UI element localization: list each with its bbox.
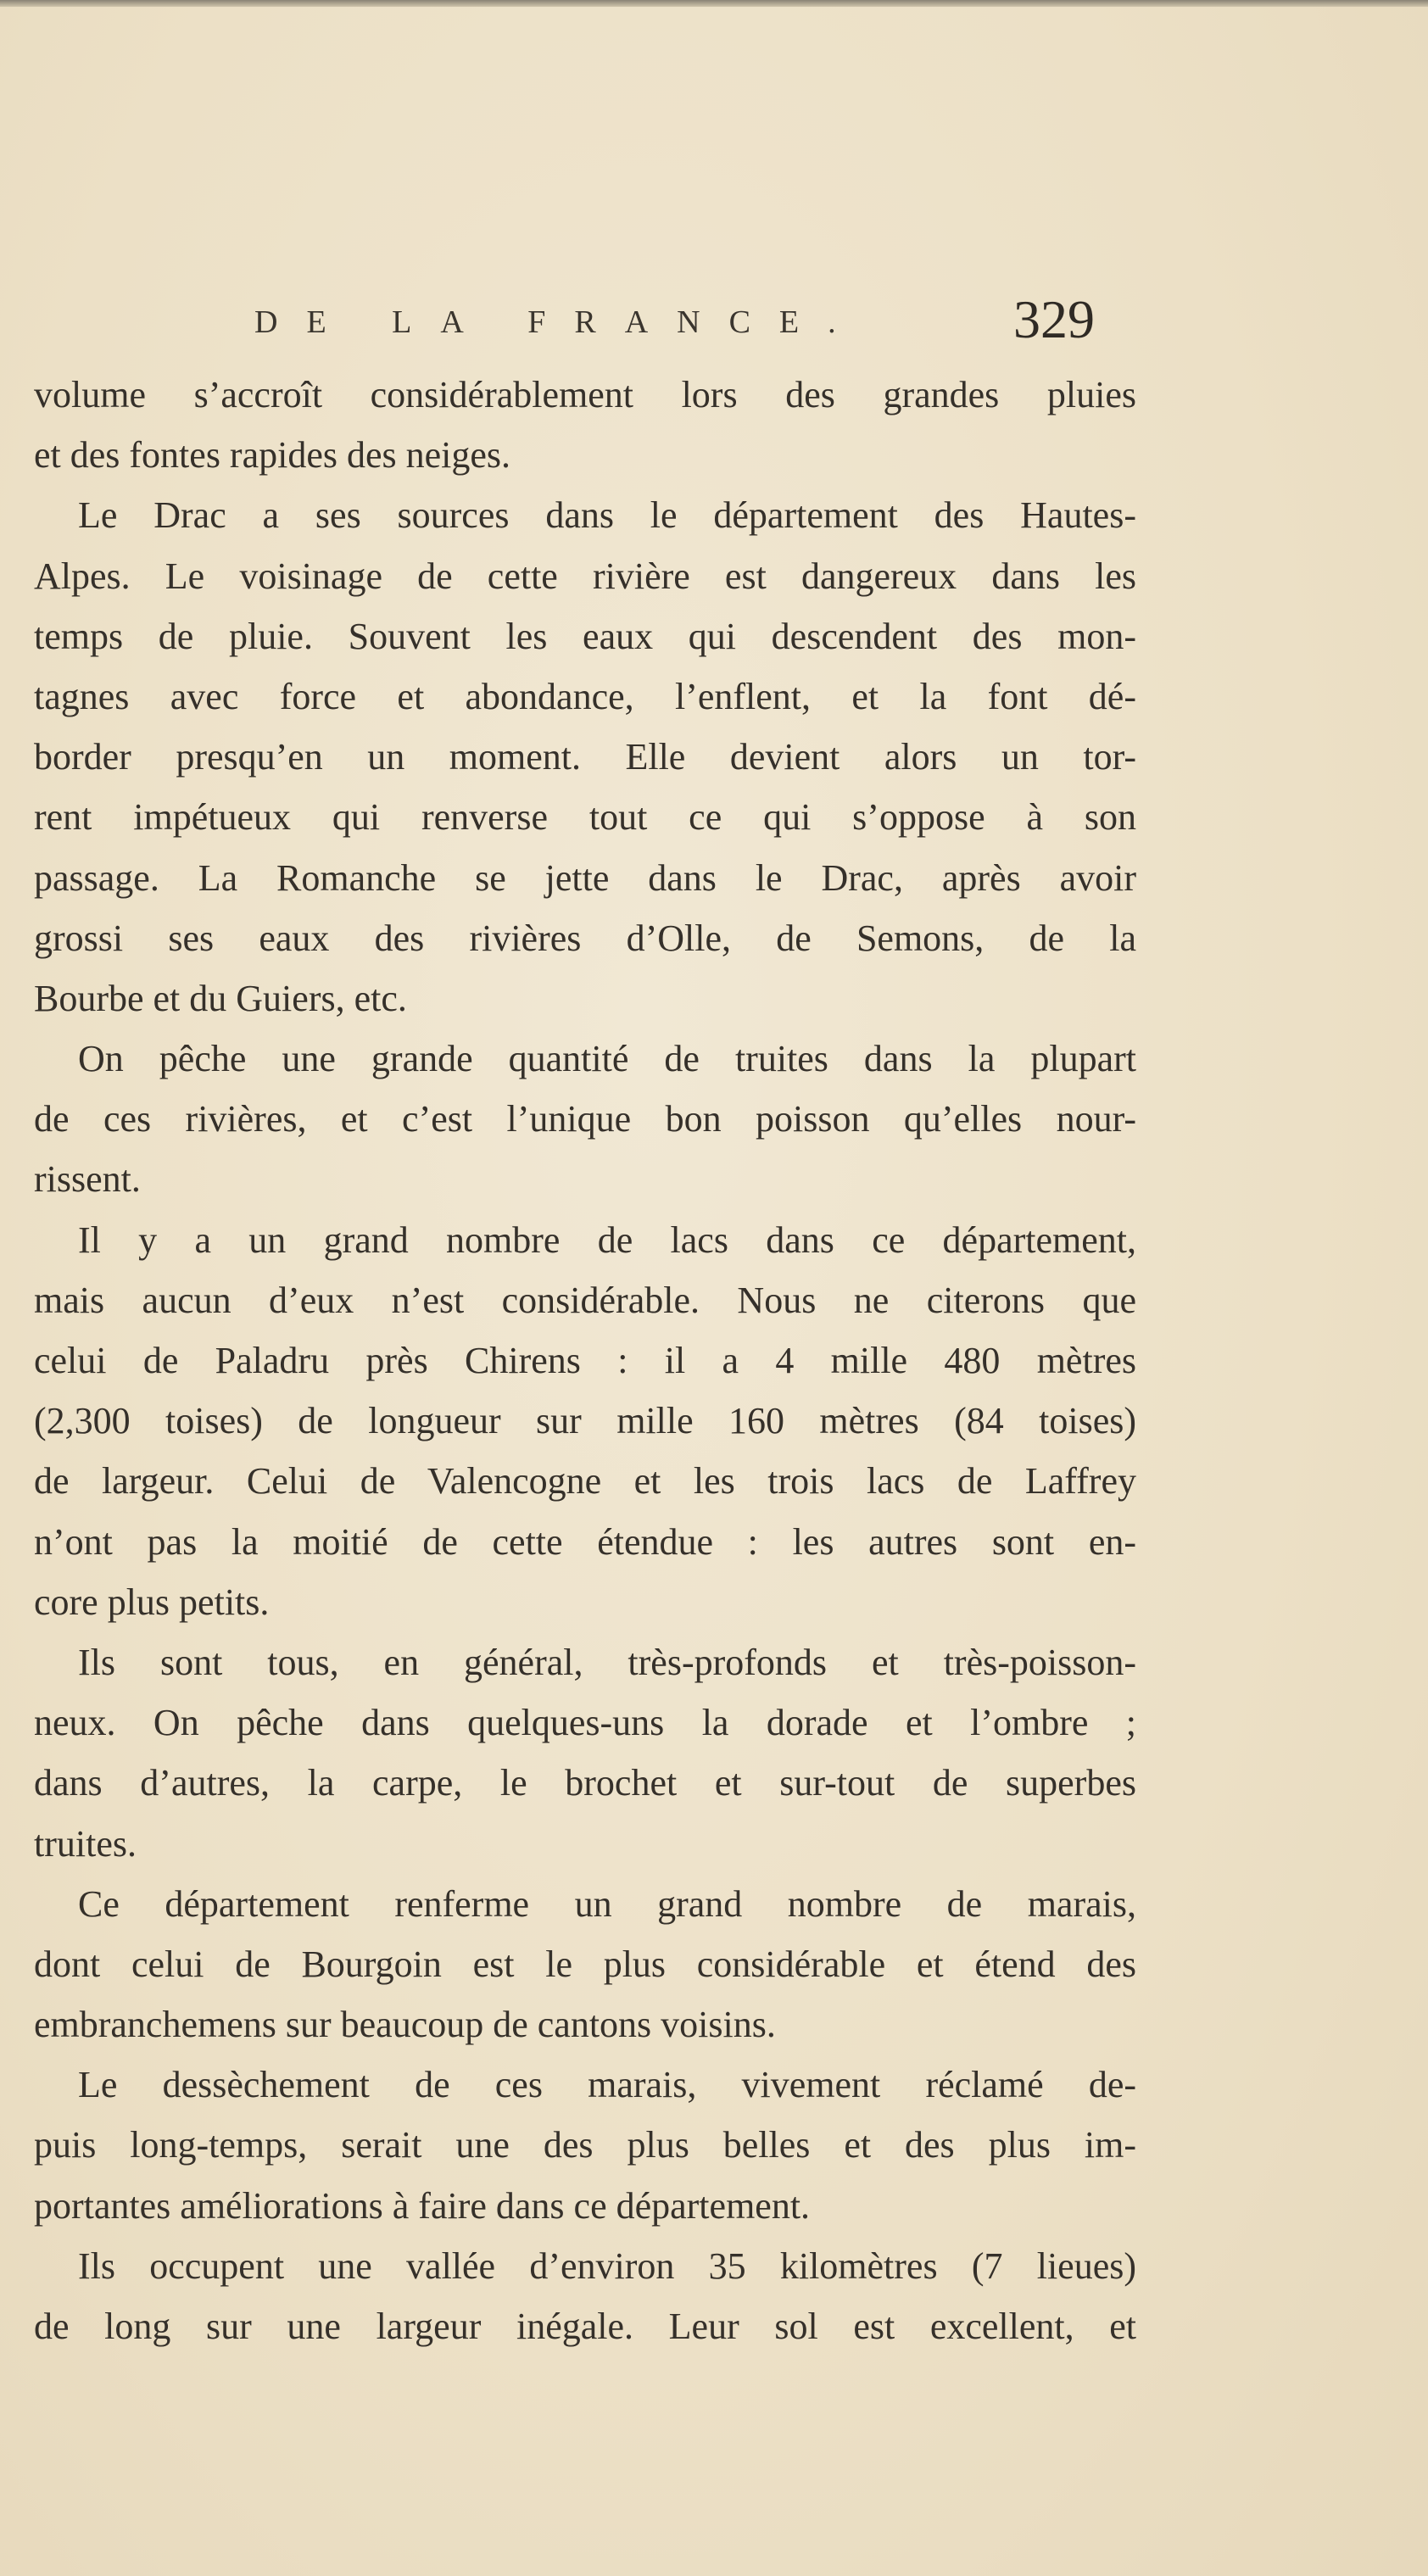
text-line: border presqu’en un moment. Elle devient alors un tor- xyxy=(34,736,1136,778)
text-line: volume s’accroît considérablement lors des grandes pluies xyxy=(34,374,1136,415)
text-line: Bourbe et du Guiers, etc. xyxy=(34,977,407,1019)
text-line: portantes améliorations à faire dans ce département. xyxy=(34,2184,811,2227)
text-line: de ces rivières, et c’est l’unique bon poisson qu’elles nour- xyxy=(34,1098,1136,1140)
text-line: Ils sont tous, en général, très-profonds et très-poisson- xyxy=(78,1641,1136,1683)
top-edge-rule xyxy=(0,0,1428,7)
text-line: et des fontes rapides des neiges. xyxy=(34,434,511,477)
text-line: Il y a un grand nombre de lacs dans ce département, xyxy=(78,1218,1136,1261)
text-line: Alpes. Le voisinage de cette rivière est dangereux dans les xyxy=(34,555,1136,597)
text-line: Le Drac a ses sources dans le département des Hautes- xyxy=(78,494,1136,537)
text-line: mais aucun d’eux n’est considérable. Nous ne citerons que xyxy=(34,1279,1136,1321)
text-line: (2,300 toises) de longueur sur mille 160 mètres (84 toises) xyxy=(34,1400,1136,1442)
text-line: de long sur une largeur inégale. Leur sol est excellent, et xyxy=(34,2306,1136,2347)
text-line: temps de pluie. Souvent les eaux qui descendent des mon- xyxy=(34,615,1136,657)
page-header xyxy=(0,288,1428,365)
text-line: de largeur. Celui de Valencogne et les trois lacs de Laffrey xyxy=(34,1460,1136,1503)
text-line: On pêche une grande quantité de truites dans la plupart xyxy=(78,1038,1136,1080)
text-line: dont celui de Bourgoin est le plus considérable et étend des xyxy=(34,1943,1136,1985)
text-line: puis long-temps, serait une des plus belles et des plus im- xyxy=(34,2124,1136,2166)
text-line: passage. La Romanche se jette dans le Drac, après avoir xyxy=(34,856,1136,899)
text-line: rissent. xyxy=(34,1158,141,1201)
text-line: embranchemens sur beaucoup de cantons voisins. xyxy=(34,2004,776,2046)
text-line: grossi ses eaux des rivières d’Olle, de Semons, de la xyxy=(34,917,1136,959)
running-title: DE LA FRANCE. xyxy=(254,304,865,340)
text-line: rent impétueux qui renverse tout ce qui s’oppose à son xyxy=(34,796,1136,839)
text-line: celui de Paladru près Chirens : il a 4 mille 480 mètres xyxy=(34,1340,1136,1381)
text-line: core plus petits. xyxy=(34,1581,270,1623)
text-line: tagnes avec force et abondance, l’enflent, et la font dé- xyxy=(34,675,1136,717)
text-line: dans d’autres, la carpe, le brochet et sur-tout de superbes xyxy=(34,1762,1136,1804)
text-line: n’ont pas la moitié de cette étendue : les autres sont en- xyxy=(34,1520,1136,1563)
body-text xyxy=(34,365,1136,2356)
text-line: Le dessèchement de ces marais, vivement réclamé de- xyxy=(78,2064,1136,2106)
page-number: 329 xyxy=(1013,289,1095,349)
text-line: truites. xyxy=(34,1822,137,1865)
text-line: Ils occupent une vallée d’environ 35 kilomètres (7 lieues) xyxy=(78,2244,1136,2287)
text-line: neux. On pêche dans quelques-uns la dorade et l’ombre ; xyxy=(34,1702,1136,1744)
text-line: Ce département renferme un grand nombre de marais, xyxy=(78,1882,1136,1925)
